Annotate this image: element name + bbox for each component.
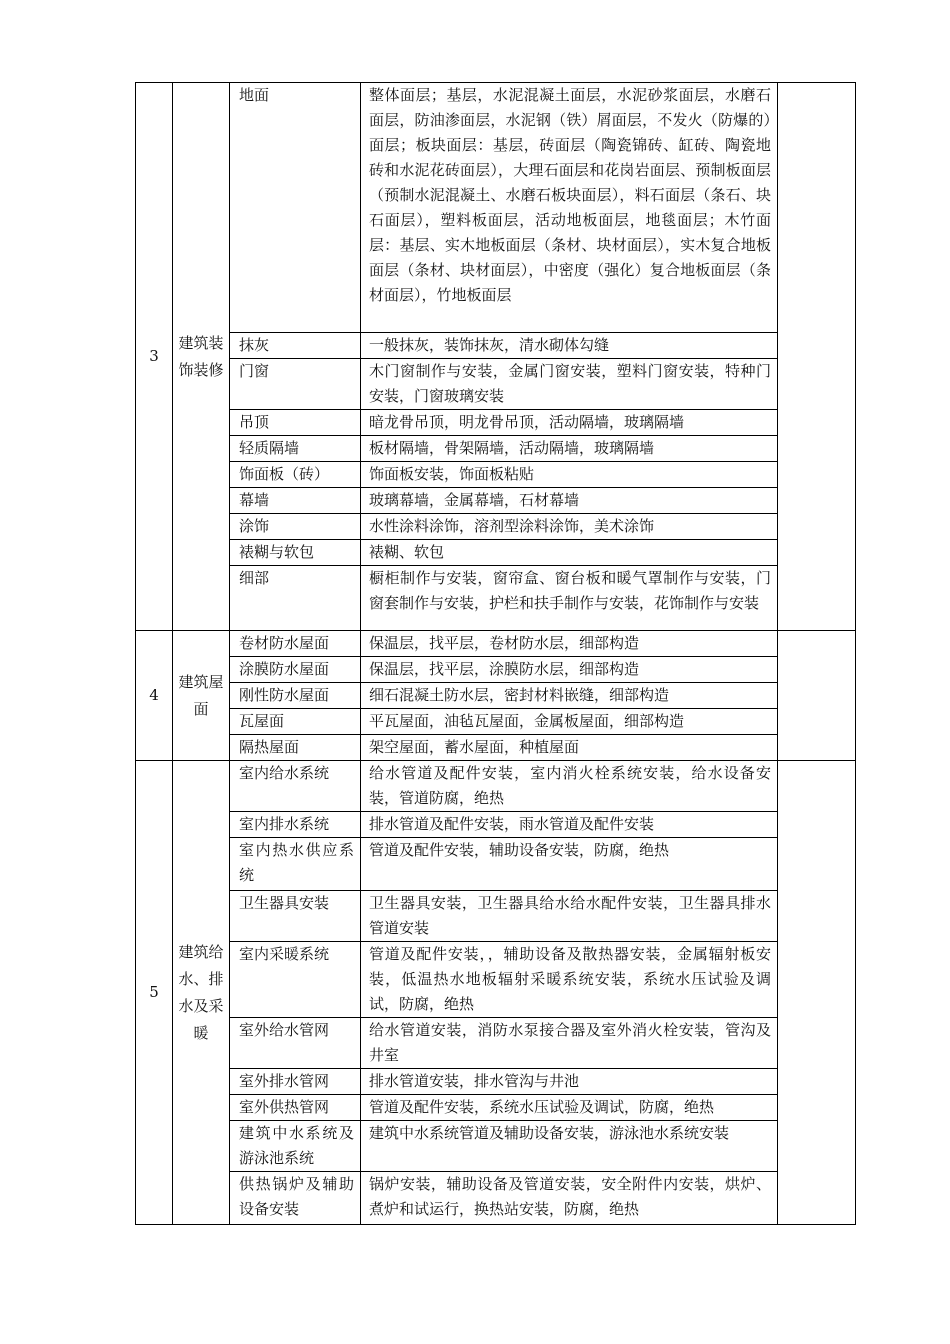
table-row bbox=[136, 735, 856, 761]
subdivision-items: 排水管道及配件安装，雨水管道及配件安装 bbox=[361, 812, 778, 838]
subdivision-name: 供热锅炉及辅助设备安装 bbox=[230, 1172, 361, 1225]
subdivision-items: 平瓦屋面，油毡瓦屋面，金属板屋面，细部构造 bbox=[361, 709, 778, 735]
table-body bbox=[136, 83, 856, 1225]
table-row bbox=[136, 942, 856, 1018]
subdivision-items: 排水管道安装，排水管沟与井池 bbox=[361, 1069, 778, 1095]
subdivision-items: 管道及配件安装，系统水压试验及调试，防腐，绝热 bbox=[361, 1095, 778, 1121]
table-row bbox=[136, 462, 856, 488]
subdivision-name: 室内排水系统 bbox=[230, 812, 361, 838]
table-row bbox=[136, 83, 856, 333]
table-row bbox=[136, 410, 856, 436]
table-row bbox=[136, 333, 856, 359]
subdivision-name: 室内给水系统 bbox=[230, 761, 361, 812]
subdivision-name: 室外排水管网 bbox=[230, 1069, 361, 1095]
remarks-cell bbox=[778, 761, 856, 1225]
subdivision-items: 卫生器具安装，卫生器具给水给水配件安装，卫生器具排水管道安装 bbox=[361, 891, 778, 942]
table-row bbox=[136, 683, 856, 709]
subdivision-name: 轻质隔墙 bbox=[230, 436, 361, 462]
table-row bbox=[136, 488, 856, 514]
subdivision-items: 玻璃幕墙，金属幕墙，石材幕墙 bbox=[361, 488, 778, 514]
subdivision-items: 木门窗制作与安装，金属门窗安装，塑料门窗安装，特种门安装，门窗玻璃安装 bbox=[361, 359, 778, 410]
table-row bbox=[136, 1095, 856, 1121]
group-category: 建筑装饰装修 bbox=[173, 83, 230, 631]
subdivision-items: 给水管道及配件安装，室内消火栓系统安装，给水设备安装，管道防腐，绝热 bbox=[361, 761, 778, 812]
table-row bbox=[136, 1172, 856, 1225]
subdivision-items: 一般抹灰，装饰抹灰，清水砌体勾缝 bbox=[361, 333, 778, 359]
group-category: 建筑屋面 bbox=[173, 631, 230, 761]
table-row bbox=[136, 566, 856, 631]
subdivision-items: 锅炉安装，辅助设备及管道安装，安全附件内安装，烘炉、煮炉和试运行，换热站安装，防腐，绝热 bbox=[361, 1172, 778, 1225]
subdivision-name: 刚性防水屋面 bbox=[230, 683, 361, 709]
subdivision-table bbox=[135, 82, 856, 1225]
table-row bbox=[136, 657, 856, 683]
subdivision-items: 保温层，找平层，涂膜防水层，细部构造 bbox=[361, 657, 778, 683]
table-row bbox=[136, 359, 856, 410]
subdivision-items: 保温层，找平层，卷材防水层，细部构造 bbox=[361, 631, 778, 657]
subdivision-items: 架空屋面，蓄水屋面，种植屋面 bbox=[361, 735, 778, 761]
group-number: 4 bbox=[136, 631, 173, 761]
subdivision-name: 饰面板（砖） bbox=[230, 462, 361, 488]
table-row bbox=[136, 838, 856, 891]
subdivision-items: 水性涂料涂饰，溶剂型涂料涂饰，美术涂饰 bbox=[361, 514, 778, 540]
subdivision-name: 卫生器具安装 bbox=[230, 891, 361, 942]
table-row bbox=[136, 709, 856, 735]
group-category: 建筑给水、排水及采暖 bbox=[173, 761, 230, 1225]
subdivision-items: 整体面层；基层，水泥混凝土面层，水泥砂浆面层，水磨石面层，防油渗面层，水泥钢（铁）屑面层，不发火（防爆的）面层；板块面层：基层，砖面层（陶瓷锦砖、缸砖、陶瓷地砖和水泥花砖面层），大理石面层和花岗岩面层、预制板面层（预制水泥混凝土、水磨石板块面层），料石面层（条石、块石面层），塑料板面层，活动地板面层，地毯面层；木竹面层：基层、实木地板面层（条材、块材面层），实木复合地板面层（条材、块材面层），中密度（强化）复合地板面层（条材面层），竹地板面层 bbox=[361, 83, 778, 333]
subdivision-name: 室外供热管网 bbox=[230, 1095, 361, 1121]
table-row bbox=[136, 1121, 856, 1172]
subdivision-items: 裱糊、软包 bbox=[361, 540, 778, 566]
subdivision-name: 涂膜防水屋面 bbox=[230, 657, 361, 683]
subdivision-name: 吊顶 bbox=[230, 410, 361, 436]
subdivision-items: 细石混凝土防水层，密封材料嵌缝，细部构造 bbox=[361, 683, 778, 709]
table-row bbox=[136, 540, 856, 566]
subdivision-name: 卷材防水屋面 bbox=[230, 631, 361, 657]
table-row bbox=[136, 761, 856, 812]
subdivision-items: 饰面板安装，饰面板粘贴 bbox=[361, 462, 778, 488]
subdivision-name: 幕墙 bbox=[230, 488, 361, 514]
table-row bbox=[136, 436, 856, 462]
table-row bbox=[136, 631, 856, 657]
subdivision-name: 室内采暖系统 bbox=[230, 942, 361, 1018]
subdivision-name: 室外给水管网 bbox=[230, 1018, 361, 1069]
subdivision-name: 隔热屋面 bbox=[230, 735, 361, 761]
subdivision-name: 细部 bbox=[230, 566, 361, 631]
group-number: 5 bbox=[136, 761, 173, 1225]
remarks-cell bbox=[778, 631, 856, 761]
subdivision-items: 暗龙骨吊顶，明龙骨吊顶，活动隔墙，玻璃隔墙 bbox=[361, 410, 778, 436]
subdivision-name: 室内热水供应系统 bbox=[230, 838, 361, 891]
subdivision-items: 板材隔墙，骨架隔墙，活动隔墙，玻璃隔墙 bbox=[361, 436, 778, 462]
group-number: 3 bbox=[136, 83, 173, 631]
subdivision-name: 瓦屋面 bbox=[230, 709, 361, 735]
subdivision-items: 建筑中水系统管道及辅助设备安装，游泳池水系统安装 bbox=[361, 1121, 778, 1172]
table-row bbox=[136, 1018, 856, 1069]
table-row bbox=[136, 1069, 856, 1095]
subdivision-name: 地面 bbox=[230, 83, 361, 333]
remarks-cell bbox=[778, 83, 856, 631]
table-row bbox=[136, 514, 856, 540]
subdivision-items: 管道及配件安装，辅助设备安装，防腐，绝热 bbox=[361, 838, 778, 891]
subdivision-name: 门窗 bbox=[230, 359, 361, 410]
subdivision-name: 建筑中水系统及游泳池系统 bbox=[230, 1121, 361, 1172]
subdivision-name: 涂饰 bbox=[230, 514, 361, 540]
subdivision-items: 管道及配件安装，，辅助设备及散热器安装，金属辐射板安装，低温热水地板辐射采暖系统安装，系统水压试验及调试，防腐，绝热 bbox=[361, 942, 778, 1018]
table-row bbox=[136, 812, 856, 838]
subdivision-items: 橱柜制作与安装，窗帘盒、窗台板和暖气罩制作与安装，门窗套制作与安装，护栏和扶手制作与安装，花饰制作与安装 bbox=[361, 566, 778, 631]
subdivision-name: 裱糊与软包 bbox=[230, 540, 361, 566]
subdivision-name: 抹灰 bbox=[230, 333, 361, 359]
table-row bbox=[136, 891, 856, 942]
subdivision-items: 给水管道安装，消防水泵接合器及室外消火栓安装，管沟及井室 bbox=[361, 1018, 778, 1069]
